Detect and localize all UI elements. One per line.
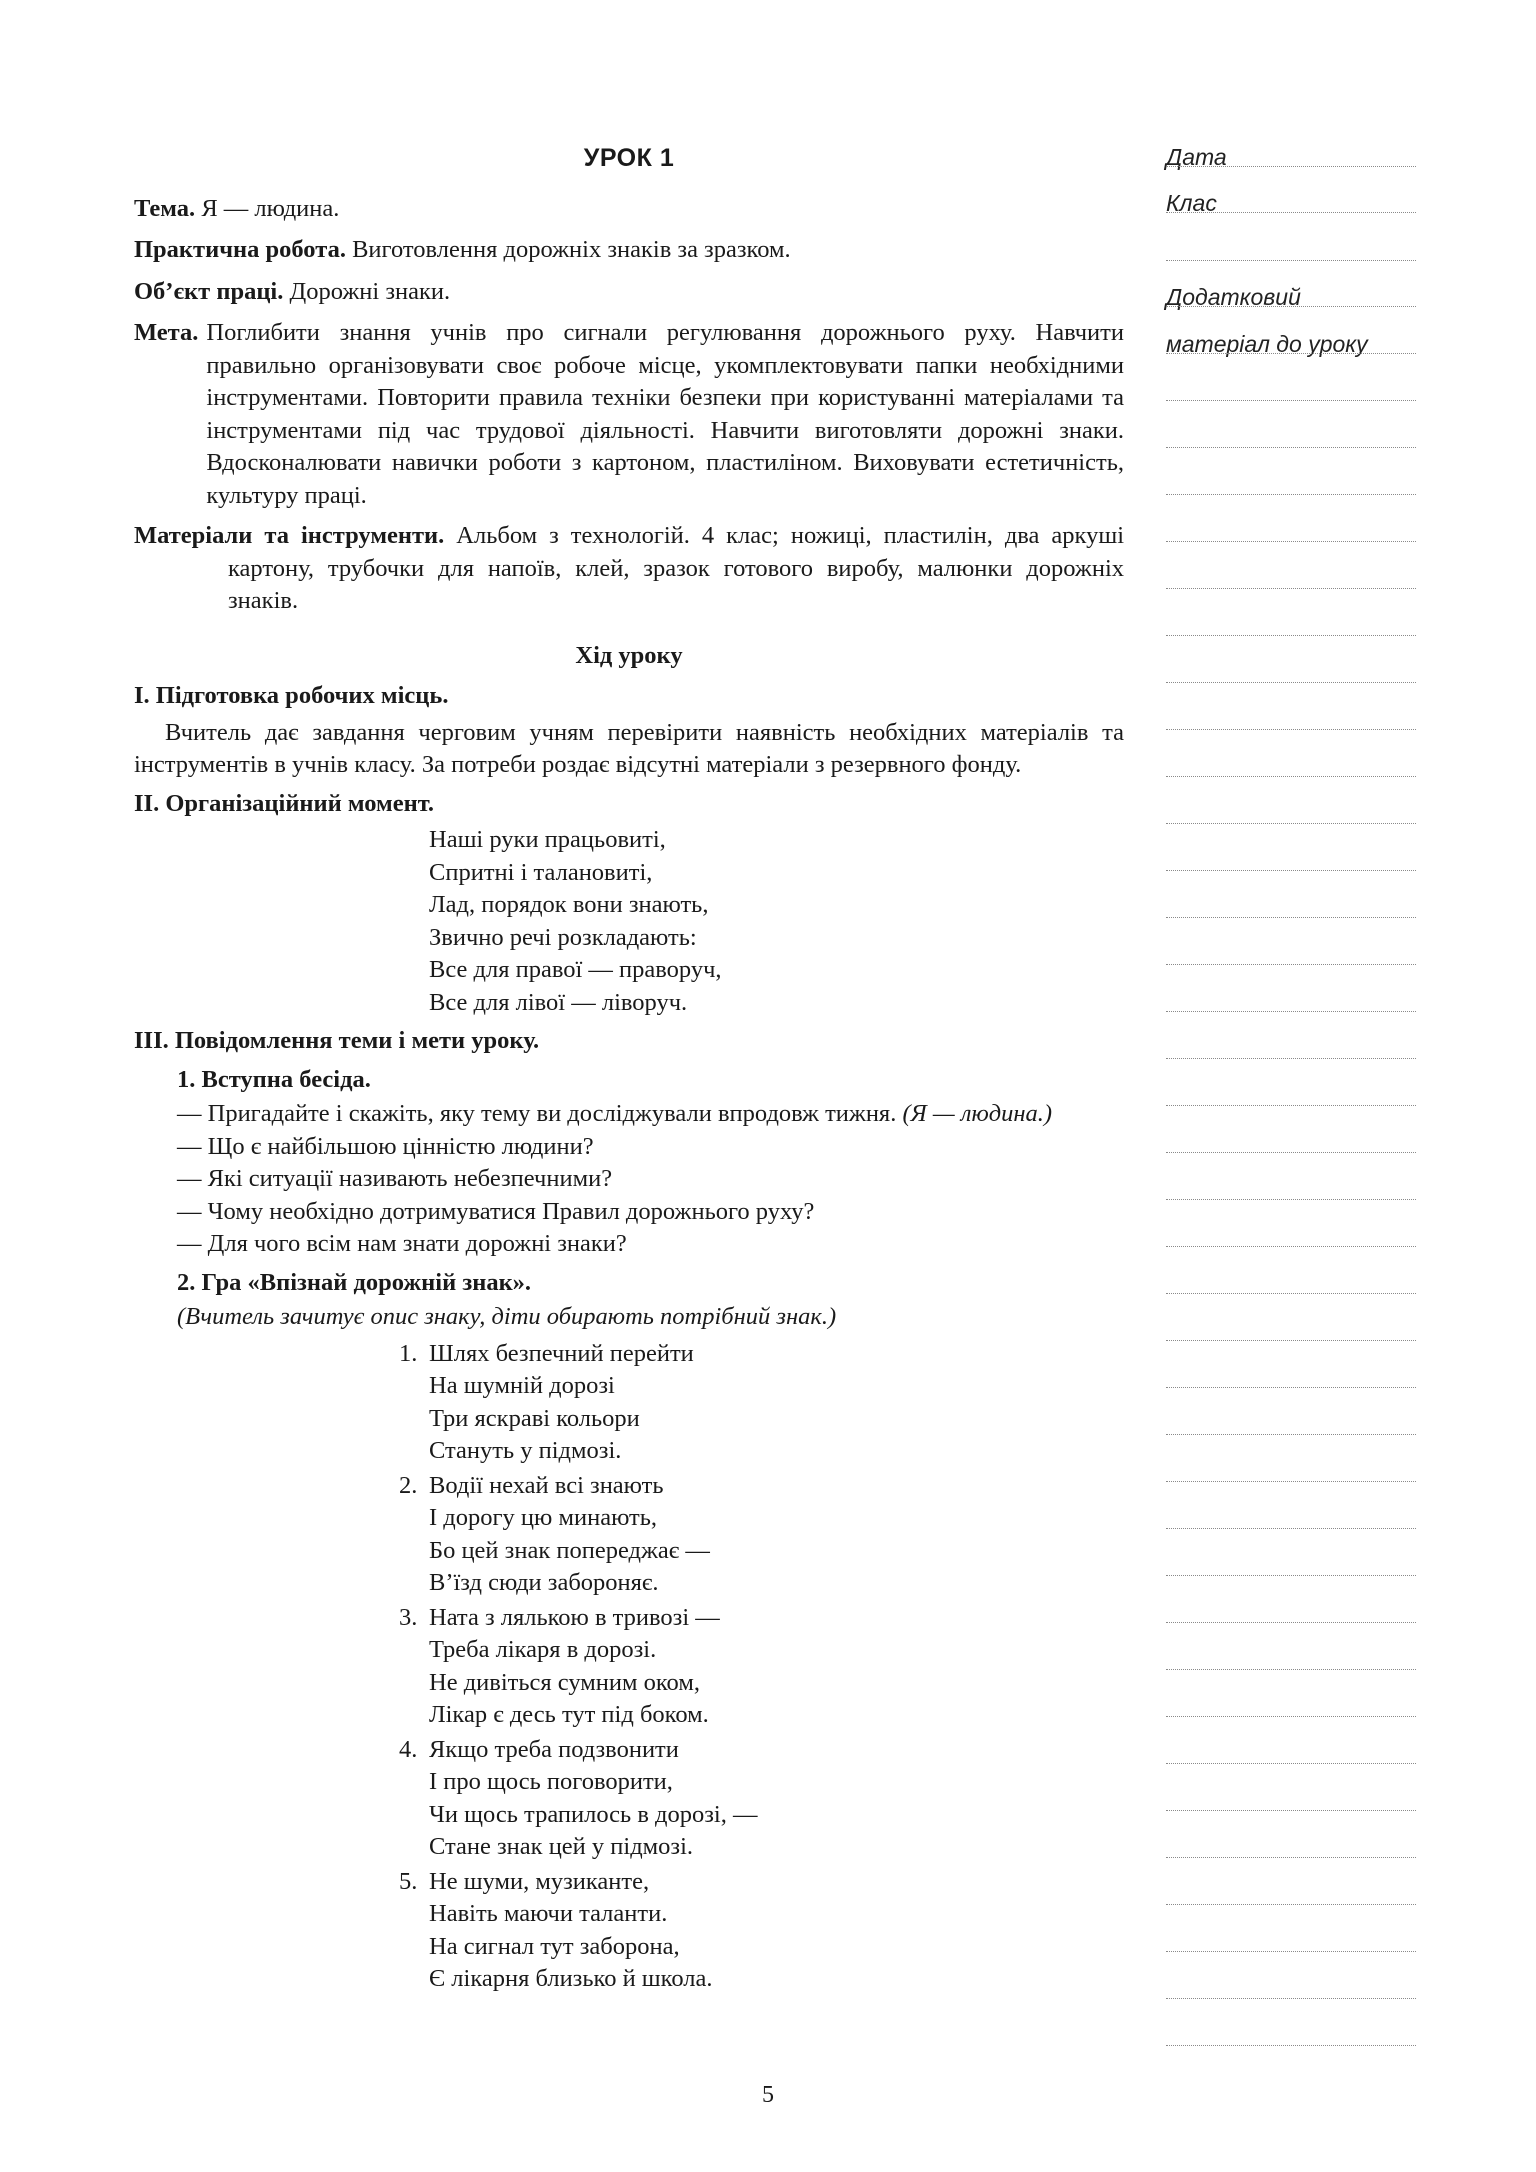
goal-text: Поглибити знання учнів про сигнали регулювання дорожнього руху. Навчити правильно організовувати своє робоче місце, укомплектовувати папки необхідними інструментами. Повторити правила техніки безпеки при користуванні матеріалами та інструментами під час трудової діяльності. Навчити виготовляти дорожні знаки. Вдосконалювати навички роботи з картоном, пластиліном. Виховувати естетичність, культуру праці.: [206, 319, 1124, 509]
sidebar-ruled-line: [1166, 1622, 1416, 1623]
poem-line: Звично речі розкладають:: [429, 923, 697, 951]
riddle-line: І про щось поговорити,: [429, 1768, 673, 1795]
riddle-line: Водії нехай всі знають: [429, 1471, 664, 1499]
lesson-title: УРОК 1: [583, 144, 675, 172]
riddle-line: Не дивіться сумним оком,: [429, 1668, 700, 1696]
sidebar-ruled-line: [1166, 2045, 1416, 2046]
section-3-title: ІІІ. Повідомлення теми і мети уроку.: [134, 1027, 540, 1054]
sidebar-ruled-line: [1166, 1387, 1416, 1388]
question: — Чому необхідно дотримуватися Правил дорожнього руху?: [177, 1197, 815, 1225]
question-1-answer: (Я — людина.): [902, 1100, 1053, 1127]
lesson-content: [134, 142, 1124, 1998]
sidebar-ruled-line: [1166, 1904, 1416, 1905]
riddle-item: [399, 1602, 1124, 1732]
sidebar-ruled-line: [1166, 1810, 1416, 1811]
date-label: Дата: [1166, 144, 1227, 170]
riddle-number: 3.: [399, 1603, 418, 1631]
sidebar-ruled-line: [1166, 1199, 1416, 1200]
sidebar-ruled-line: [1166, 1058, 1416, 1059]
riddle-item: [399, 1470, 1124, 1600]
sidebar-ruled-line: [1166, 823, 1416, 824]
subsection-2-title: 2. Гра «Впізнай дорожній знак».: [177, 1268, 532, 1296]
riddle-first-line: [399, 1602, 1124, 1635]
sidebar-ruled-line: [1166, 870, 1416, 871]
riddle-line: Три яскраві кольори: [429, 1404, 640, 1432]
question: — Які ситуації називають небезпечними?: [177, 1165, 613, 1192]
riddle-line: Лікар є десь тут під боком.: [429, 1701, 709, 1728]
riddle-line: Ната з лялькою в тривозі —: [429, 1603, 720, 1631]
materials-row: [134, 520, 1124, 618]
sidebar-ruled-line: [1166, 541, 1416, 542]
sidebar-ruled-line: [1166, 635, 1416, 636]
riddle-line: Треба лікаря в дорозі.: [429, 1636, 657, 1663]
practical-label: Практична робота.: [134, 236, 346, 263]
riddle-line: На сигнал тут заборона,: [429, 1932, 680, 1960]
sidebar-ruled-line: [1166, 1857, 1416, 1858]
sidebar-ruled-line: [1166, 1763, 1416, 1764]
riddle-number: 1.: [399, 1339, 418, 1367]
goal-label: Мета.: [134, 319, 199, 346]
sidebar-ruled-line: [1166, 306, 1416, 307]
sidebar-ruled-line: [1166, 1998, 1416, 1999]
riddle-item: [399, 1734, 1124, 1864]
riddle-line: Якщо треба подзвонити: [429, 1735, 679, 1763]
riddle-first-line: [399, 1470, 1124, 1503]
riddle-line: На шумній дорозі: [429, 1372, 615, 1399]
sidebar-ruled-line: [1166, 447, 1416, 448]
riddle-line: Чи щось трапилось в дорозі, —: [429, 1800, 758, 1828]
sidebar-ruled-line: [1166, 964, 1416, 965]
riddle-line: І дорогу цю минають,: [429, 1504, 658, 1531]
riddle-list: [134, 1338, 1124, 1996]
sidebar-ruled-line: [1166, 1011, 1416, 1012]
sidebar-ruled-line: [1166, 1246, 1416, 1247]
riddle-line: Навіть маючи таланти.: [429, 1900, 668, 1927]
theme-label: Тема.: [134, 194, 196, 222]
poem-line: Все для лівої — ліворуч.: [429, 988, 688, 1016]
riddle-item: [399, 1338, 1124, 1468]
sidebar-ruled-line: [1166, 166, 1416, 167]
theme-text: Я — людина.: [201, 194, 340, 222]
page-number: 5: [762, 2082, 774, 2108]
sidebar-ruled-line: [1166, 1716, 1416, 1717]
object-label: Об’єкт праці.: [134, 277, 284, 305]
poem-line: Лад, порядок вони знають,: [429, 891, 709, 918]
subsection-2-note: (Вчитель зачитує опис знаку, діти обирають потрібний знак.): [177, 1303, 837, 1330]
riddle-first-line: [399, 1338, 1124, 1371]
riddle-line: В’їзд сюди забороняє.: [429, 1569, 659, 1596]
object-row: [134, 276, 1124, 309]
poem-line: Наші руки працьовиті,: [429, 826, 666, 853]
materials-label: Матеріали та інструменти.: [134, 522, 445, 549]
riddle-line: Стане знак цей у підмозі.: [429, 1833, 694, 1860]
materials-text: Альбом з технологій. 4 клас; ножиці, пластилін, два аркуші картону, трубочки для напоїв, клей, зразок готового виробу, малюнки дорожніх знаків.: [228, 522, 1124, 614]
question-list: [134, 1131, 1124, 1261]
course-heading: Хід уроку: [575, 641, 683, 669]
question: — Для чого всім нам знати дорожні знаки?: [177, 1230, 627, 1257]
practical-row: [134, 234, 1124, 267]
sidebar-ruled-line: [1166, 776, 1416, 777]
extra-material-label-2: матеріал до уроку: [1166, 331, 1368, 357]
object-text: Дорожні знаки.: [289, 277, 451, 305]
sidebar-ruled-line: [1166, 1293, 1416, 1294]
sidebar-ruled-line: [1166, 353, 1416, 354]
practical-text: Виготовлення дорожніх знаків за зразком.: [352, 236, 791, 263]
question-1: [134, 1098, 1124, 1131]
sidebar-ruled-line: [1166, 729, 1416, 730]
sidebar-ruled-line: [1166, 212, 1416, 213]
class-label: Клас: [1166, 190, 1217, 216]
poem-line: Все для правої — праворуч,: [429, 956, 722, 983]
riddle-first-line: [399, 1866, 1124, 1899]
sidebar-ruled-line: [1166, 1575, 1416, 1576]
sidebar-ruled-line: [1166, 260, 1416, 261]
sidebar-ruled-line: [1166, 917, 1416, 918]
question: — Що є найбільшою цінністю людини?: [177, 1132, 594, 1160]
riddle-line: Бо цей знак попереджає —: [429, 1536, 710, 1564]
poem: [134, 824, 1124, 1019]
riddle-number: 4.: [399, 1735, 418, 1763]
sidebar-ruled-line: [1166, 682, 1416, 683]
sidebar-ruled-line: [1166, 1669, 1416, 1670]
goal-row: [134, 317, 1124, 512]
section-1-text: Вчитель дає завдання черговим учням перевірити наявність необхідних матеріалів та інструментів в учнів класу. За потреби роздає відсутні матеріали з резервного фонду.: [134, 718, 1124, 778]
riddle-number: 2.: [399, 1471, 418, 1499]
sidebar-ruled-line: [1166, 1152, 1416, 1153]
sidebar-ruled-line: [1166, 400, 1416, 401]
sidebar-ruled-line: [1166, 1434, 1416, 1435]
sidebar-ruled-line: [1166, 588, 1416, 589]
subsection-1-title: 1. Вступна бесіда.: [177, 1065, 371, 1093]
section-2-title: ІІ. Організаційний момент.: [134, 789, 435, 817]
riddle-line: Стануть у підмозі.: [429, 1437, 622, 1464]
sidebar-ruled-line: [1166, 1528, 1416, 1529]
riddle-line: Не шуми, музиканте,: [429, 1867, 650, 1895]
riddle-item: [399, 1866, 1124, 1996]
sidebar-ruled-line: [1166, 1105, 1416, 1106]
riddle-number: 5.: [399, 1867, 418, 1895]
riddle-first-line: [399, 1734, 1124, 1767]
question-1-text: — Пригадайте і скажіть, яку тему ви досліджували впродовж тижня.: [177, 1100, 897, 1127]
extra-material-label-1: Додатковий: [1166, 284, 1301, 310]
sidebar-ruled-line: [1166, 1340, 1416, 1341]
sidebar-ruled-line: [1166, 494, 1416, 495]
sidebar-ruled-line: [1166, 1951, 1416, 1952]
section-1-title: І. Підготовка робочих місць.: [134, 682, 449, 709]
theme-row: [134, 193, 1124, 226]
poem-line: Спритні і талановиті,: [429, 858, 653, 886]
sidebar-ruled-line: [1166, 1481, 1416, 1482]
riddle-line: Є лікарня близько й школа.: [429, 1965, 713, 1992]
riddle-line: Шлях безпечний перейти: [429, 1339, 694, 1367]
